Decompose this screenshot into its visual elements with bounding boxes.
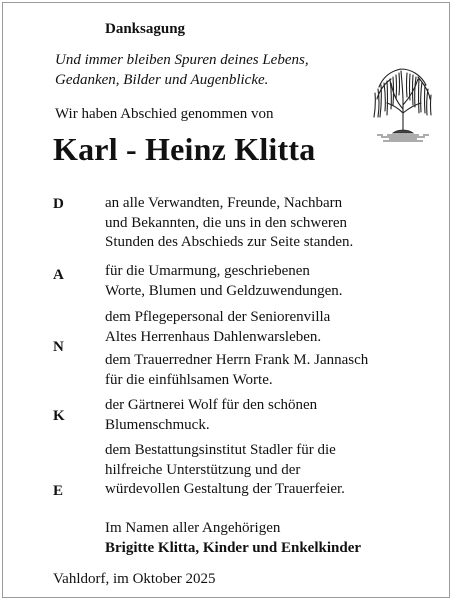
paragraph-line: hilfreiche Unterstützung und der <box>105 461 301 478</box>
thanks-paragraph <box>105 262 343 301</box>
motto-line: Gedanken, Bilder und Augenblicke. <box>55 72 269 88</box>
paragraph-line: für die einfühlsamen Worte. <box>105 371 273 388</box>
acrostic-letter-d: D <box>53 196 64 212</box>
paragraph-line: würdevollen Gestaltung der Trauerfeier. <box>105 481 345 497</box>
paragraph-line: dem Trauerredner Herrn Frank M. Jannasch <box>105 352 369 368</box>
heading: Danksagung <box>105 21 186 37</box>
acrostic-letter-n: N <box>53 339 64 355</box>
thanks-paragraph <box>105 441 345 500</box>
obituary-card <box>2 2 450 598</box>
paragraph-line: Worte, Blumen und Geldzuwendungen. <box>105 282 343 299</box>
paragraph-line: und Bekannten, die uns in den schweren <box>105 214 348 231</box>
thanks-paragraph <box>105 308 330 347</box>
paragraph-line: der Gärtnerei Wolf für den schönen <box>105 397 318 413</box>
thanks-paragraph <box>105 194 353 253</box>
paragraph-line: Altes Herrenhaus Dahlenwarsleben. <box>105 328 322 345</box>
thanks-paragraph <box>105 351 368 390</box>
acrostic-letter-k: K <box>53 408 65 424</box>
family-signature: Brigitte Klitta, Kinder und Enkelkinder <box>105 540 362 556</box>
place-date: Vahldorf, im Oktober 2025 <box>53 571 216 587</box>
paragraph-line: Blumenschmuck. <box>105 416 210 433</box>
motto <box>55 50 309 90</box>
motto-line: Und immer bleiben Spuren deines Lebens, <box>55 52 309 68</box>
paragraph-line: dem Pflegepersonal der Seniorenvilla <box>105 309 331 325</box>
closing-line: Im Namen aller Angehörigen <box>105 520 281 536</box>
intro-text: Wir haben Abschied genommen von <box>55 106 274 122</box>
paragraph-line: an alle Verwandten, Freunde, Nachbarn <box>105 195 343 211</box>
weeping-willow-tree-icon <box>363 53 443 145</box>
paragraph-line: dem Bestattungsinstitut Stadler für die <box>105 442 336 458</box>
acrostic-letter-a: A <box>53 267 64 283</box>
paragraph-line: Stunden des Abschieds zur Seite standen. <box>105 234 354 250</box>
deceased-name: Karl - Heinz Klitta <box>53 131 316 167</box>
paragraph-line: für die Umarmung, geschriebenen <box>105 263 310 279</box>
thanks-paragraph <box>105 396 317 435</box>
acrostic-letter-e: E <box>53 483 64 499</box>
